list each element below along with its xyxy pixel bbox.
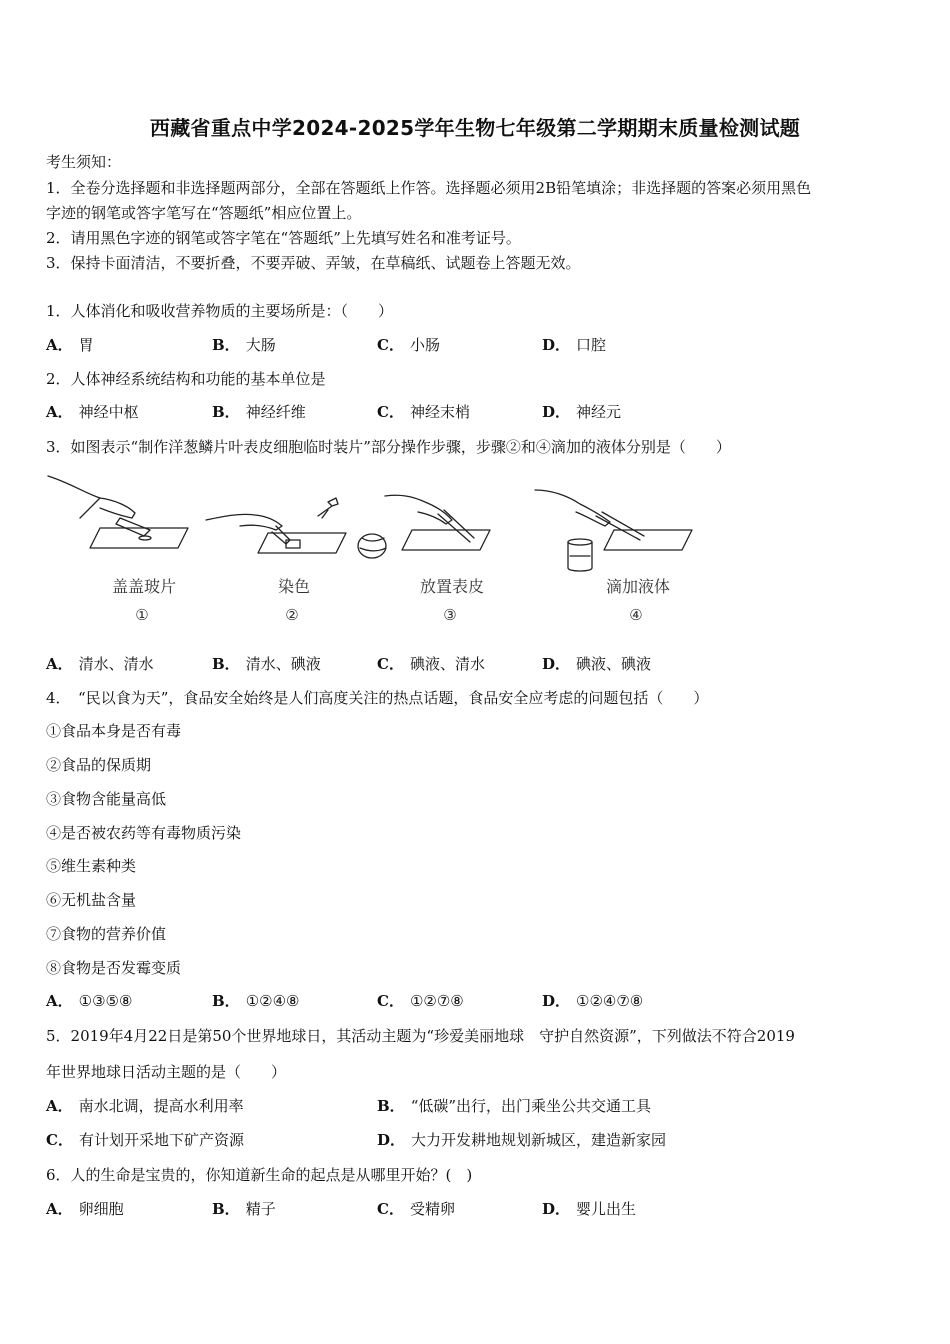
q1-option-c: C． 小肠 — [377, 336, 440, 354]
q3-option-d: D． 碘液、碘液 — [542, 655, 652, 673]
q4-option-c: C． ①②⑦⑧ — [377, 992, 464, 1010]
slide-steps-illustration — [40, 468, 720, 588]
q5-stem-line-2: 年世界地球日活动主题的是（ ） — [46, 1063, 287, 1081]
staining-step-drawing — [206, 498, 346, 553]
notice-heading: 考生须知： — [46, 153, 122, 171]
figure-caption-2: 染色 — [277, 577, 310, 596]
q4-item-8: ⑧食物是否发霉变质 — [46, 959, 182, 977]
q3-option-a: A． 清水、清水 — [46, 655, 154, 673]
q5-option-b: B． “低碳”出行，出门乘坐公共交通工具 — [377, 1097, 652, 1115]
q4-item-4: ④是否被农药等有毒物质污染 — [46, 824, 242, 842]
q4-item-1: ①食品本身是否有毒 — [46, 722, 182, 740]
figure-caption-3: 放置表皮 — [419, 577, 484, 596]
q1-option-b: B． 大肠 — [212, 336, 276, 354]
notice-line-3: 3．保持卡面清洁，不要折叠，不要弄破、弄皱，在草稿纸、试题卷上答题无效。 — [46, 254, 581, 272]
q4-item-3: ③食物含能量高低 — [46, 790, 167, 808]
place-epidermis-step-drawing — [358, 495, 490, 558]
q4-item-2: ②食品的保质期 — [46, 756, 152, 774]
q5-option-c: C． 有计划开采地下矿产资源 — [46, 1131, 244, 1149]
q4-stem: 4． “民以食为天”，食品安全始终是人们高度关注的热点话题，食品安全应考虑的问题包括（ ） — [46, 689, 709, 707]
cover-glass-step-drawing — [48, 476, 188, 548]
q1-option-a: A． 胃 — [46, 336, 94, 354]
q2-stem: 2．人体神经系统结构和功能的基本单位是 — [46, 370, 326, 388]
q4-item-6: ⑥无机盐含量 — [46, 891, 137, 909]
figure-number-1: ① — [135, 606, 149, 624]
q6-option-b: B． 精子 — [212, 1200, 276, 1218]
q3-stem: 3．如图表示“制作洋葱鳞片叶表皮细胞临时装片”部分操作步骤，步骤②和④滴加的液体分别是（ ） — [46, 438, 731, 456]
q3-option-c: C． 碘液、清水 — [377, 655, 485, 673]
q6-option-d: D． 婴儿出生 — [542, 1200, 637, 1218]
q2-option-a: A． 神经中枢 — [46, 403, 139, 421]
page-title: 西藏省重点中学2024-2025学年生物七年级第二学期期末质量检测试题 — [149, 116, 801, 140]
notice-line-1b: 字迹的钢笔或答字笔写在“答题纸”相应位置上。 — [46, 204, 362, 222]
q1-stem: 1．人体消化和吸收营养物质的主要场所是：（ ） — [46, 302, 394, 320]
q4-item-5: ⑤维生素种类 — [46, 857, 137, 875]
figure-caption-1: 盖盖玻片 — [111, 577, 176, 596]
q4-option-d: D． ①②④⑦⑧ — [542, 992, 644, 1010]
notice-line-2: 2．请用黑色字迹的钢笔或答字笔在“答题纸”上先填写姓名和准考证号。 — [46, 229, 521, 247]
figure-caption-4: 滴加液体 — [605, 577, 670, 596]
add-liquid-step-drawing — [535, 490, 692, 571]
q2-option-c: C． 神经末梢 — [377, 403, 470, 421]
notice-line-1a: 1．全卷分选择题和非选择题两部分，全部在答题纸上作答。选择题必须用2B铅笔填涂；非选择题的答案必须用黑色 — [46, 179, 812, 197]
q6-option-c: C． 受精卵 — [377, 1200, 455, 1218]
q3-option-b: B． 清水、碘液 — [212, 655, 321, 673]
q2-option-b: B． 神经纤维 — [212, 403, 306, 421]
figure-number-2: ② — [285, 606, 299, 624]
q5-option-a: A． 南水北调，提高水利用率 — [46, 1097, 244, 1115]
q6-option-a: A． 卵细胞 — [46, 1200, 124, 1218]
figure-number-4: ④ — [629, 606, 643, 624]
slide-preparation-figure — [40, 468, 720, 638]
q5-stem-line-1: 5．2019年4月22日是第50个世界地球日，其活动主题为“珍爱美丽地球 守护自然资源”，下列做法不符合2019 — [46, 1027, 795, 1045]
q4-item-7: ⑦食物的营养价值 — [46, 925, 167, 943]
figure-number-3: ③ — [443, 606, 457, 624]
q1-option-d: D． 口腔 — [542, 336, 607, 354]
q4-option-b: B． ①②④⑧ — [212, 992, 300, 1010]
q2-option-d: D． 神经元 — [542, 403, 622, 421]
q4-option-a: A． ①③⑤⑧ — [46, 992, 133, 1010]
q6-stem: 6．人的生命是宝贵的，你知道新生命的起点是从哪里开始？( ) — [46, 1166, 473, 1184]
q5-option-d: D． 大力开发耕地规划新城区，建造新家园 — [377, 1131, 667, 1149]
